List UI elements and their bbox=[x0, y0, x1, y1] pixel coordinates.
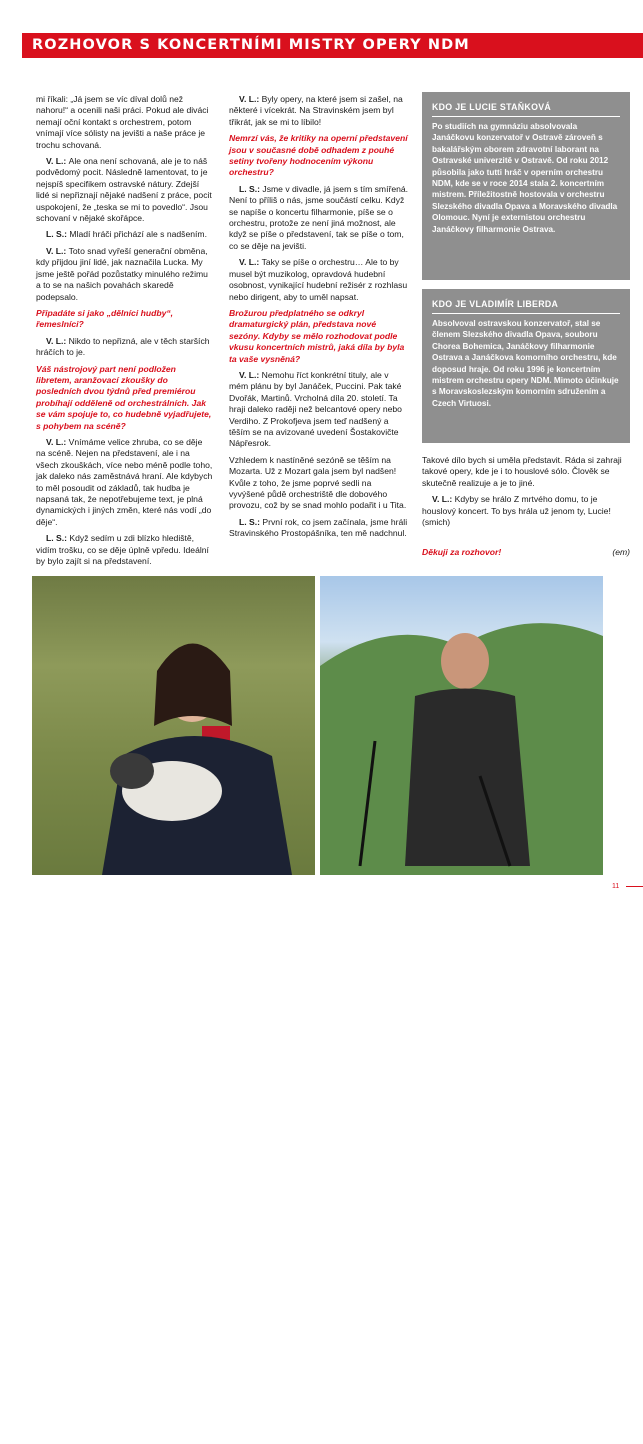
answer-text: První rok, co jsem začínala, jsme hráli Stravinského Prostopášníka, ten mě nadchnul. bbox=[229, 516, 408, 539]
interview-answer bbox=[229, 94, 409, 128]
speaker-label: L. S.: bbox=[239, 516, 263, 527]
text-column-1 bbox=[36, 94, 214, 572]
text-column-2 bbox=[229, 94, 409, 545]
answer-text: Když sedím u zdi blízko hlediště, vidím trošku, co se děje úplně vpředu. Ideální by bylo zajít si na představení. bbox=[36, 533, 209, 567]
shirt-shape bbox=[405, 689, 530, 867]
interview-answer bbox=[36, 336, 214, 359]
speaker-label: V. L.: bbox=[46, 436, 69, 447]
text-column-3 bbox=[422, 455, 630, 533]
profile-title-vladimir: KDO JE VLADIMÍR LIBERDA bbox=[432, 299, 559, 309]
answer-text: Mladí hráči přichází ale s nadšením. bbox=[69, 229, 207, 240]
page-number: 11 bbox=[612, 883, 620, 890]
paragraph: Takové dílo bych si uměla představit. Ráda si zahraji takové opery, kde je i to houslové sólo. Člověk se skutečně realizuje a je to jiné. bbox=[422, 455, 622, 488]
article-header bbox=[22, 33, 643, 58]
interview-answer bbox=[229, 517, 409, 540]
paragraph: mi říkali: „Já jsem se víc díval dolů než nahoru!“ a ocenili naši práci. Pokud ale diváci nemají oční kontakt s orchestrem, potom vnímají více sólisty na jevišti a naše práce je trochu schovaná. bbox=[36, 94, 209, 150]
interview-question: Váš nástrojový part není podložen libretem, aranžovací zkoušky do posledních dvou týdnů před premiérou probíhají odděleně od orchestrálních. Jak se vám spojuje to, co hudebně vyjadřujete, s pohybem na scéně? bbox=[36, 363, 212, 431]
answer-text: Vnímáme velice zhruba, co se děje na scéně. Nejen na představení, ale i na všech zkouškách, více nebo méně podle toho, jak daleko nás zaměstnává hraní. Ale kdybych to měl posoudit od základů, tak hudba je napsaná tak, že nepotřebujeme text, je plná dynamických i jiných změn, které nás vodí „do děje“. bbox=[36, 436, 213, 527]
speaker-label: L. S.: bbox=[46, 229, 70, 240]
profile-box-lucie bbox=[422, 92, 630, 280]
photo-vladimir-hiking bbox=[320, 576, 603, 1444]
photo-vladimir-illustration bbox=[320, 576, 603, 875]
interview-question: Připadáte si jako „dělníci hudby“, řemeslníci? bbox=[36, 307, 174, 330]
answer-text: Jsme v divadle, já jsem s tím smířená. Není to příliš o nás, jsme součástí celku. Když se napíše o koncertu filharmonie, píše se o orchestru, protože ze není jiná možnost, ale když se píše o představení, tak se píše o tom, co se děje na jevišti. bbox=[229, 183, 409, 251]
answer-text: Kdyby se hrálo Z mrtvého domu, to je houslový koncert. To bys hrála už jenom ty, Lucie! (smich) bbox=[422, 494, 611, 528]
photo-caption-left: Lucie Staňková a Vladimír Liberda bbox=[36, 1438, 128, 1444]
answer-text: Nikdo to nepřizná, ale v těch starších hráčích to je. bbox=[36, 335, 210, 358]
speaker-label: L. S.: bbox=[239, 183, 263, 194]
answer-text: Toto snad vyřeší generační obměna, kdy přijdou jiní lidé, jak naznačila Lucka. My jsme ještě pořád pozůstatky minulého režimu a to se na našich povahách skaredě podepsalo. bbox=[36, 245, 208, 302]
profile-text-lucie: Po studiích na gymnáziu absolvovala Janáčkovu konzervatoř v Ostravě zároveň s bakalářským oborem zdravotní laborant na Ostravské univerzitě v Ostravě. Od roku 2012 působila jako tutti hráč v operním orchestru NDM, kde se v roce 2014 stala 2. koncertním mistrem. Příležitostně hostovala v orchestru Slezského divadla Opava a Moravského divadla Olomouc. Nyní je externistou orchestru Janáčkovy filharmonie Ostrava. bbox=[432, 122, 618, 234]
article-title: ROZHOVOR S KONCERTNÍMI MISTRY OPERY NDM bbox=[32, 37, 470, 53]
photo-lucie-illustration bbox=[32, 576, 315, 875]
interview-answer bbox=[36, 156, 214, 224]
photo-lucie-with-lamb bbox=[32, 576, 315, 1444]
lamb-head bbox=[110, 753, 154, 789]
speaker-label: V. L.: bbox=[46, 335, 69, 346]
page-number-rule bbox=[626, 886, 643, 887]
interview-answer bbox=[229, 370, 409, 450]
answer-text: Ale ona není schovaná, ale je to náš podvědomý pocit. Následně lamentovat, to je nejspíš specifikem ostravské nátury. Zdejší lidé si nepřiznají nějaké nadšení z práce, pocit uspokojení, že „teska se mi to povedlo“. Jsou schovaní v nějaké skořápce. bbox=[36, 156, 212, 224]
interview-question: Nemrzí vás, že kritiky na operní představení jsou v současné době odhadem z pouhé setiny tvořeny hodnocením výkonu orchestru? bbox=[229, 133, 408, 178]
author-initials: (em) bbox=[612, 547, 630, 557]
interview-answer bbox=[36, 246, 214, 303]
interview-question: Brožurou předplatného se odkryl dramaturgický plán, představa nové sezóny. Kdyby se mělo rozhodovat podle vkusu koncertních mistrů, jaká díla by byla ta vaše vysněná? bbox=[229, 307, 405, 364]
answer-text: Nemohu říct konkrétní tituly, ale v mém plánu by byl Janáček, Puccini. Pak také Dvořák, Martinů. Vrcholná díla 20. století. Ta hraji daleko raději než belcantové opery nebo Verdiho. Z Prokofjeva jsem teď nadšený a těším se na avizované uvedení Šostakovičte Nápřesrok. bbox=[229, 369, 402, 449]
speaker-label: V. L.: bbox=[46, 245, 69, 256]
hair-shape bbox=[154, 644, 232, 727]
interview-answer bbox=[36, 533, 214, 567]
speaker-label: V. L.: bbox=[239, 257, 262, 268]
paragraph: Vzhledem k nastíněné sezóně se těším na Mozarta. Už z Mozart gala jsem byl nadšen! Kvůle z toho, že jsme poprvé sedli na vyvýšené půdě orchestriště dle dobového provozu, což by se snad mohlo podařit i u Tita. bbox=[229, 454, 407, 511]
profile-box-vladimir bbox=[422, 289, 630, 443]
interview-answer bbox=[422, 494, 630, 528]
speaker-label: V. L.: bbox=[239, 94, 262, 104]
speaker-label: L. S.: bbox=[46, 533, 70, 544]
answer-text: Taky se píše o orchestru… Ale to by musel být muzikolog, opravdová hudební osobnost, vynikající hudební režisér z rozhlasu nebo dirigent, aby to uměl napsat. bbox=[229, 257, 408, 302]
interview-answer bbox=[36, 437, 214, 528]
speaker-label: V. L.: bbox=[432, 494, 455, 505]
head-shape bbox=[441, 633, 489, 689]
closing-line bbox=[422, 547, 630, 558]
profile-text-vladimir: Absolvoval ostravskou konzervatoř, stal se členem Slezského divadla Opava, souboru Chorea Bohemica, Janáčkovy filharmonie Ostrava a Janáčkova komorního orchestru, kde doposud hraje. Od roku 1996 je koncertním mistrem orchestru opery NDM. Mimoto účinkuje s Moravskoslezským komorním sdružením a Czech Virtuosi. bbox=[432, 319, 619, 408]
speaker-label: V. L.: bbox=[46, 156, 69, 167]
profile-title-lucie: KDO JE LUCIE STAŇKOVÁ bbox=[432, 102, 552, 112]
interview-answer bbox=[36, 229, 214, 240]
interview-answer bbox=[229, 184, 409, 252]
answer-text: Byly opery, na které jsem si zašel, na některé i vícekrát. Na Stravinském jsem byl třikrát, jak se mi to líbilo! bbox=[229, 94, 403, 127]
interview-answer bbox=[229, 257, 409, 303]
speaker-label: V. L.: bbox=[239, 369, 262, 380]
thanks-line: Děkuji za rozhovor! bbox=[422, 547, 502, 557]
photo-caption-right: Foto archiv koncertních mistrů bbox=[518, 1438, 599, 1444]
